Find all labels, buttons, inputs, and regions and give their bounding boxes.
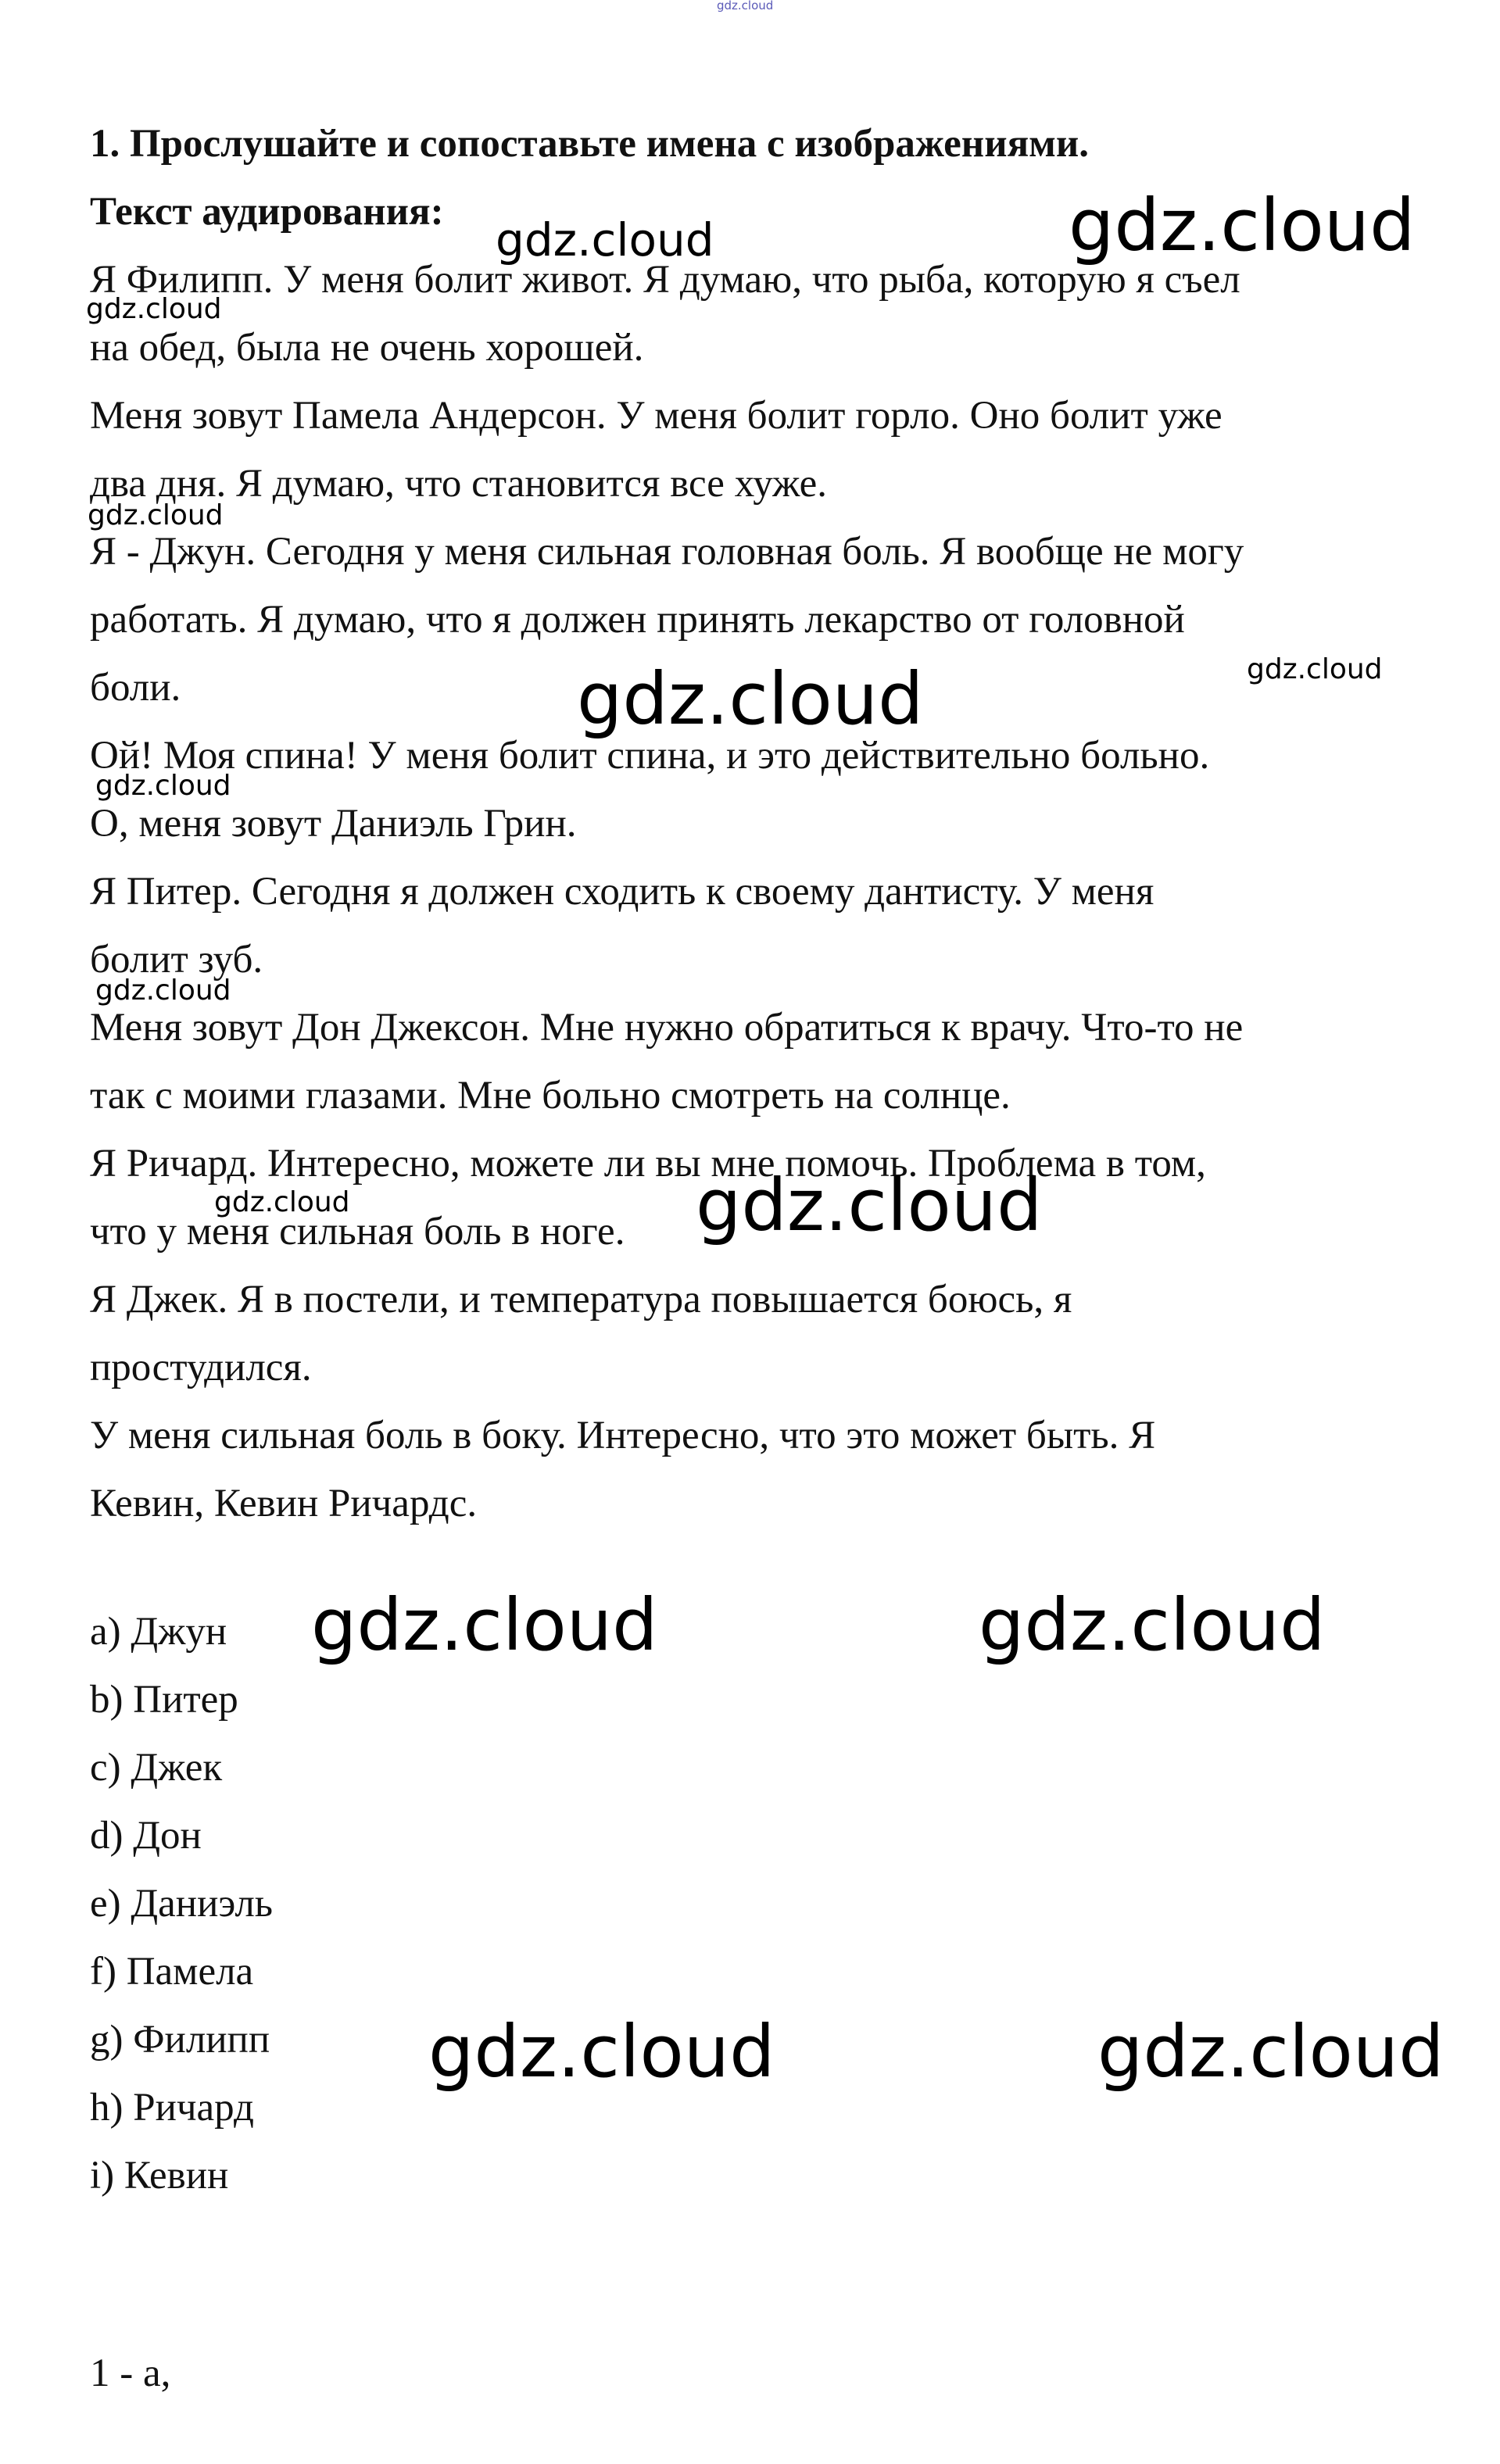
watermark: gdz.cloud [311, 1583, 658, 1667]
watermark: gdz.cloud [979, 1583, 1326, 1667]
transcript-line: простудился. [90, 1346, 312, 1389]
transcript-line: что у меня сильная боль в ноге. [90, 1210, 625, 1253]
watermark: gdz.cloud [496, 213, 714, 266]
watermark: gdz.cloud [95, 770, 231, 802]
transcript-line: Меня зовут Дон Джексон. Мне нужно обратиться к врачу. Что-то не [90, 1006, 1244, 1050]
transcript-line: О, меня зовут Даниэль Грин. [90, 802, 577, 846]
transcript-line: У меня сильная боль в боку. Интересно, что это может быть. Я [90, 1414, 1156, 1457]
transcript-line: на обед, была не очень хорошей. [90, 326, 644, 370]
transcript-line: Ой! Моя спина! У меня болит спина, и это действительно больно. [90, 734, 1210, 778]
transcript-line: два дня. Я думаю, что становится все хуже. [90, 462, 828, 506]
transcript-line: Меня зовут Памела Андерсон. У меня болит горло. Оно болит уже [90, 394, 1223, 438]
transcript-line: Кевин, Кевин Ричардс. [90, 1482, 478, 1525]
transcript-line: боли. [90, 666, 181, 710]
watermark: gdz.cloud [214, 1186, 350, 1218]
option-item: g) Филипп [90, 2018, 270, 2062]
watermark: gdz.cloud [696, 1164, 1043, 1247]
watermark: gdz.cloud [86, 293, 222, 325]
option-item: h) Ричард [90, 2086, 254, 2130]
watermark: gdz.cloud [577, 657, 924, 741]
exercise-title: 1. Прослушайте и сопоставьте имена с изображениями. [90, 122, 1090, 166]
option-item: a) Джун [90, 1610, 227, 1654]
option-item: e) Даниэль [90, 1882, 274, 1926]
watermark: gdz.cloud [1097, 2010, 1445, 2094]
exercise-subtitle: Текст аудирования: [90, 190, 444, 234]
transcript-line: Я Питер. Сегодня я должен сходить к своему дантисту. У меня [90, 870, 1155, 914]
transcript-line: Я Джек. Я в постели, и температура повышается боюсь, я [90, 1278, 1072, 1321]
option-item: b) Питер [90, 1678, 238, 1722]
watermark: gdz.cloud [1247, 653, 1383, 685]
watermark: gdz.cloud [1069, 184, 1416, 267]
option-item: d) Дон [90, 1814, 202, 1858]
transcript-line: болит зуб. [90, 938, 263, 982]
transcript-line: Я - Джун. Сегодня у меня сильная головная боль. Я вообще не могу [90, 530, 1244, 574]
answer-line: 1 - a, [90, 2351, 171, 2395]
transcript-line: работать. Я думаю, что я должен принять лекарство от головной [90, 598, 1185, 642]
option-item: f) Памела [90, 1950, 254, 1994]
option-item: i) Кевин [90, 2154, 229, 2198]
transcript-line: Я Филипп. У меня болит живот. Я думаю, что рыба, которую я съел [90, 258, 1240, 302]
option-item: c) Джек [90, 1746, 223, 1790]
transcript-line: Я Ричард. Интересно, можете ли вы мне помочь. Проблема в том, [90, 1142, 1206, 1186]
watermark: gdz.cloud [428, 2010, 775, 2094]
watermark: gdz.cloud [95, 975, 231, 1007]
watermark: gdz.cloud [88, 499, 224, 531]
header-watermark: gdz.cloud [717, 0, 774, 13]
transcript-line: так с моими глазами. Мне больно смотреть на солнце. [90, 1074, 1011, 1118]
